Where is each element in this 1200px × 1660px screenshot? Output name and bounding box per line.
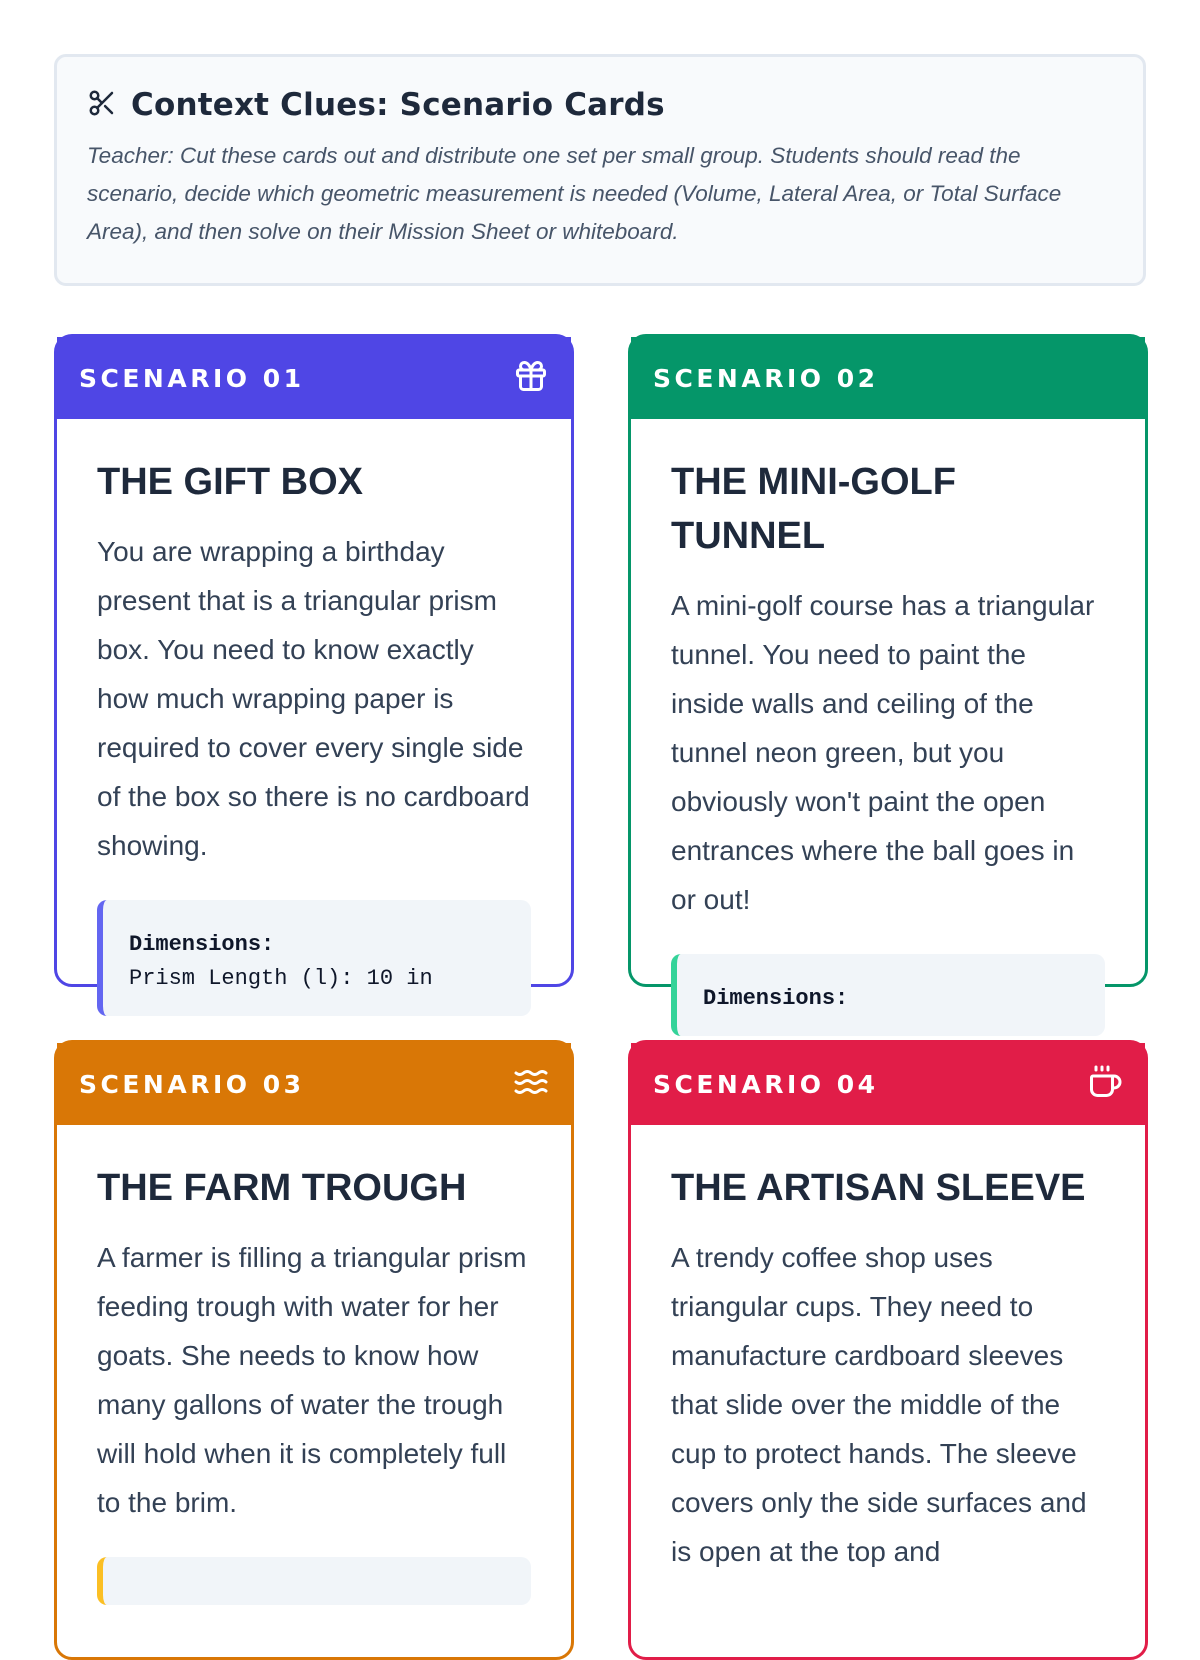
gift-icon bbox=[513, 358, 549, 399]
dimensions-label: Dimensions: bbox=[703, 986, 849, 1011]
card-body bbox=[631, 1125, 1145, 1576]
dimensions-box bbox=[671, 954, 1105, 1036]
scenario-card-01 bbox=[54, 334, 574, 991]
card-title: THE FARM TROUGH bbox=[97, 1167, 467, 1209]
instructions-header bbox=[87, 87, 1113, 123]
dimensions-label: Dimensions: bbox=[129, 932, 275, 957]
card-header bbox=[631, 1043, 1145, 1125]
coffee-cup-icon bbox=[1087, 1064, 1123, 1105]
instructions-title: Context Clues: Scenario Cards bbox=[131, 87, 665, 123]
card-body bbox=[57, 419, 571, 1016]
dimensions-box bbox=[97, 1557, 531, 1605]
card-title: THE MINI-GOLF TUNNEL bbox=[671, 461, 956, 557]
card-description: You are wrapping a birthday present that is a triangular prism box. You need to know exactly how much wrapping paper is required to cover every single side of the box so there is no cardboard showing. bbox=[97, 536, 530, 861]
card-description: A trendy coffee shop uses triangular cups. They need to manufacture cardboard sleeves that slide over the middle of the cup to protect hands. The sleeve covers only the side surfaces and is open at the top and bbox=[671, 1242, 1087, 1567]
scenario-card-04 bbox=[628, 1040, 1148, 1660]
instructions-panel bbox=[54, 54, 1146, 286]
scenario-label: SCENARIO 01 bbox=[79, 363, 305, 393]
card-body bbox=[631, 419, 1145, 1036]
card-description: A mini-golf course has a triangular tunnel. You need to paint the inside walls and ceiling of the tunnel neon green, but you obviously won't paint the open entrances where the ball goes in or out! bbox=[671, 590, 1095, 915]
scenario-card-03 bbox=[54, 1040, 574, 1660]
scenario-label: SCENARIO 04 bbox=[653, 1069, 879, 1099]
card-title: THE GIFT BOX bbox=[97, 461, 363, 503]
scenario-label: SCENARIO 03 bbox=[79, 1069, 305, 1099]
card-body bbox=[57, 1125, 571, 1605]
dimension-line: Prism Length (l): 10 in bbox=[129, 966, 433, 991]
card-header bbox=[57, 1043, 571, 1125]
card-description: A farmer is filling a triangular prism feeding trough with water for her goats. She needs to know how many gallons of water the trough will hold when it is completely full to the brim. bbox=[97, 1242, 527, 1518]
scenario-card-02 bbox=[628, 334, 1148, 1011]
instructions-text: Teacher: Cut these cards out and distribute one set per small group. Students should read the scenario, decide which geometric measurement is needed (Volume, Lateral Area, or Total Surface Area), and then solve on their Mission Sheet or whiteboard. bbox=[87, 143, 1062, 244]
card-title: THE ARTISAN SLEEVE bbox=[671, 1167, 1086, 1209]
water-waves-icon bbox=[513, 1064, 549, 1105]
card-header bbox=[57, 337, 571, 419]
dimensions-box bbox=[97, 900, 531, 1016]
scissors-icon bbox=[87, 88, 117, 123]
scenario-label: SCENARIO 02 bbox=[653, 363, 879, 393]
card-header bbox=[631, 337, 1145, 419]
